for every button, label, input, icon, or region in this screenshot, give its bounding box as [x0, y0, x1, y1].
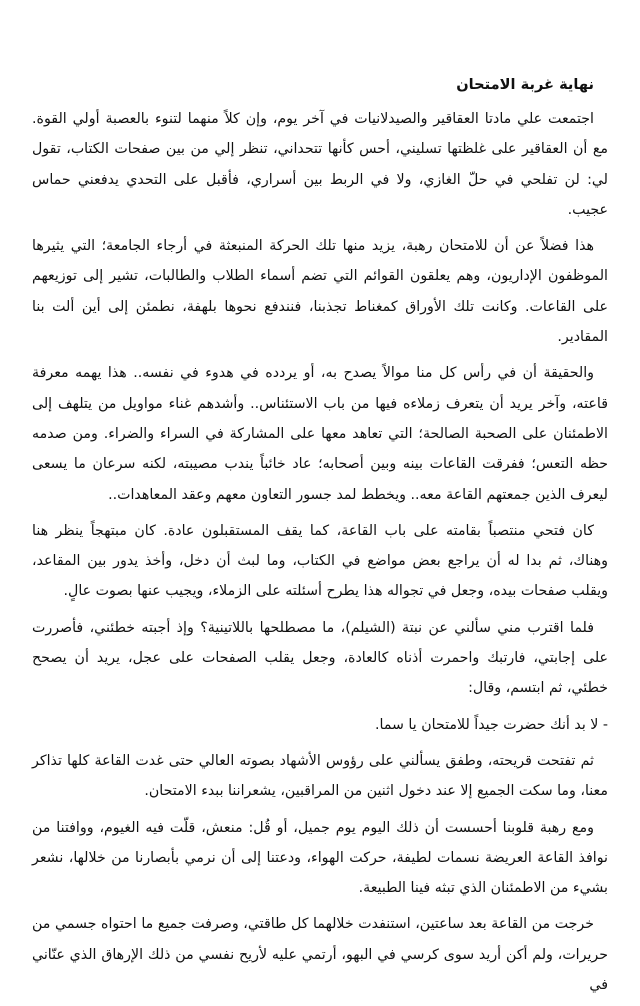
paragraph: اجتمعت علي مادتا العقاقير والصيدلانيات في آخر يوم، وإن كلاً منهما لتنوء بالعصبة أولي القوة. مع أن العقاقير على غلظتها تسليني، أحس كأنها تتحداني، تنظر إلي من بين صفحات الكتاب، تقول لي: لن تفلحي في حلّ الغازي، ولا في الربط بين أسراري، فأقبل على التحدي يدفعني حماس عجيب.: [32, 111, 608, 218]
paragraph: والحقيقة أن في رأس كل منا موالاً يصدح به، أو يردده في هدوء في نفسه.. هذا يهمه معرفة قاعته، وآخر يريد أن يتعرف زملاءه فيها من باب الاستئناس.. وأشدهم غناء مواويل من يتلهف إلى الاطمئنان على الصحبة الصالحة؛ التي تعاهد معها على المشاركة في السراء والضراء. ومن صدمه حظه التعس؛ ففرقت القاعات بينه وبين أصحابه؛ عاد خائباً يندب مصيبته، لكنه سرعان ما يسعى ليعرف الذين جمعتهم القاعة معه.. ويخطط لمد جسور التعاون معهم وعقد المعاهدات..: [32, 365, 608, 503]
paragraph: ثم تفتحت قريحته، وطفق يسألني على رؤوس الأشهاد بصوته العالي حتى غدت القاعة كلها تذاكر معنا، وما سكت الجميع إلا عند دخول اثنين من المراقبين، يشعراننا ببدء الامتحان.: [32, 752, 608, 800]
paragraph: هذا فضلاً عن أن للامتحان رهبة، يزيد منها تلك الحركة المنبعثة في أرجاء الجامعة؛ التي يثيرها الموظفون الإداريون، وهم يعلقون القوائم التي تضم أسماء الطلاب والطالبات، تشير إلى توزيعهم على القاعات. وكانت تلك الأوراق كمغناط تجذبنا، فنندفع نحوها بلهفة، نطمئن إلى أين ألت بنا المقادير.: [32, 238, 608, 346]
document-page: [32, 70, 608, 1006]
paragraph: ومع رهبة قلوبنا أحسست أن ذلك اليوم يوم جميل، أو قُل: منعش، قلّت فيه الغيوم، ووافتنا من نوافذ القاعة العريضة نسمات لطيفة، حركت الهواء، ودعتنا إلى أن نرمي بأبصارنا من خلالها، نشعر بشيء من الاطمئنان الذي تبثه فينا الطبيعة.: [32, 819, 608, 897]
paragraph: خرجت من القاعة بعد ساعتين، استنفدت خلالهما كل طاقتي، وصرفت جميع ما احتواه جسمي من حريرات، ولم أكن أريد سوى كرسي في البهو، أرتمي عليه لأريح نفسي من ذلك الإرهاق الذي عنّاني في: [32, 916, 608, 994]
document-title: نهاية غربة الامتحان: [456, 76, 594, 93]
paragraph: فلما اقترب مني سألني عن نبتة (الشيلم)، ما مصطلحها باللاتينية؟ وإذ أجبته خطئني، فأصررت على إجابتي، فارتبك واحمرت أذناه كالعادة، وجعل يقلب الصفحات على عجل، يريد أن يصحح خطئي، ثم ابتسم، وقال:: [32, 619, 608, 697]
dialogue-line: - لا بد أنك حضرت جيداً للامتحان يا سما.: [375, 716, 608, 733]
paragraph: كان فتحي منتصباً بقامته على باب القاعة، كما يقف المستقبلون عادة. كان مبتهجاً ينظر هنا وهناك، ثم بدا له أن يراجع بعض مواضع في الكتاب، وما لبث أن دخل، وأخذ يدور بين المقاعد، ويقلب صفحات بيده، وجعل في تجواله هذا يطرح أسئلته على الزملاء، ويجيب عنها بصوت عالٍ.: [32, 522, 608, 600]
